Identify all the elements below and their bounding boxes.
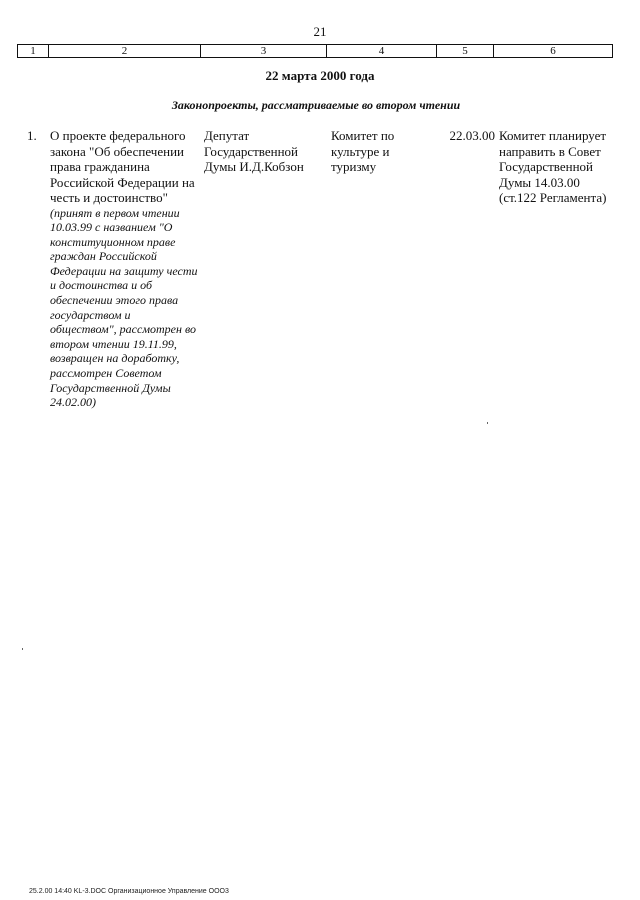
column-number-6: 6 [494, 45, 613, 58]
entry-number: 1. [27, 128, 37, 143]
document-footer: 25.2.00 14:40 KL-3.DOC Организационное Управление ООО3 [29, 888, 229, 895]
date-heading: 22 марта 2000 года [265, 68, 375, 83]
bill-author: Депутат Государственной Думы И.Д.Кобзон [204, 128, 304, 174]
column-number-1: 1 [18, 45, 49, 58]
responsible-committee: Комитет по культуре и туризму [331, 128, 395, 174]
bill-title: О проекте федерального закона "Об обеспечении права гражданина Российской Федерации на честь и достоинство" [50, 128, 195, 205]
scan-speck [22, 648, 23, 650]
committee-note: Комитет планирует направить в Совет Государственной Думы 14.03.00 (ст.122 Регламента) [499, 128, 607, 205]
column-number-3: 3 [201, 45, 327, 58]
column-number-4: 4 [327, 45, 437, 58]
bill-history-note: (принят в первом чтении 10.03.99 с названием "О конституционном праве граждан Российской Федерации на защиту чести и достоинства и об обеспечении этого права государством и обществом", рассмотрен во втором чтении 19.11.99, возвращен на доработку, рассмотрен Советом Государственной Думы 24.02.00) [50, 205, 198, 410]
section-heading: Законопроекты, рассматриваемые во втором чтении [171, 98, 461, 112]
column-number-2: 2 [49, 45, 201, 58]
consideration-date: 22.03.00 [449, 128, 495, 143]
bill-title-cell [50, 128, 200, 410]
column-number-header [17, 44, 613, 58]
page-number: 21 [313, 24, 327, 39]
scan-speck [487, 422, 488, 424]
column-number-5: 5 [437, 45, 494, 58]
